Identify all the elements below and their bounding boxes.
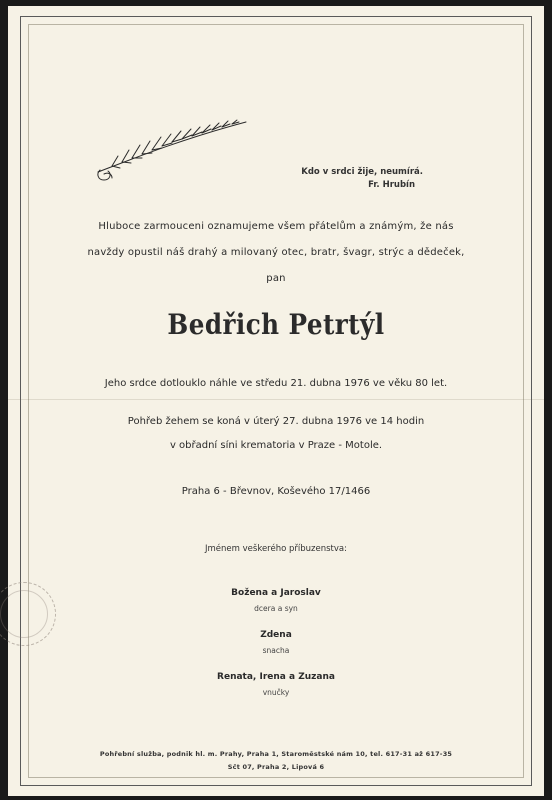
relative-role: dcera a syn bbox=[254, 604, 298, 613]
death-notice: Jeho srdce dotlouklo náhle ve středu 21. dubna 1976 ve věku 80 let. bbox=[104, 378, 448, 389]
footer bbox=[8, 748, 544, 774]
fold-crease bbox=[8, 399, 544, 400]
announcement bbox=[8, 214, 544, 292]
deceased-name: Bedřich Petrtýl bbox=[167, 308, 385, 341]
footer-line-1: Pohřební služba, podnik hl. m. Prahy, Praha 1, Staroměstské nám 10, tel. 617-31 až 617-35 bbox=[99, 750, 453, 758]
relative-role: snacha bbox=[262, 646, 290, 655]
relatives-intro: Jménem veškerého příbuzenstva: bbox=[205, 544, 347, 554]
obituary-sheet bbox=[8, 6, 544, 796]
relative-name: Zdena bbox=[260, 630, 292, 640]
announcement-line-1: Hluboce zarmouceni oznamujeme všem přátelům a známým, že nás bbox=[98, 221, 454, 232]
funeral-info bbox=[8, 410, 544, 458]
announcement-line-2: navždy opustil náš drahý a milovaný otec, bratr, švagr, strýc a dědeček, bbox=[87, 247, 465, 258]
footer-line-2: Sčt 07, Praha 2, Lipová 6 bbox=[227, 763, 325, 771]
announcement-line-3: pan bbox=[266, 273, 286, 284]
relative-name: Renata, Irena a Zuzana bbox=[217, 672, 335, 682]
motto-author: Fr. Hrubín bbox=[368, 180, 415, 190]
relative-name: Božena a Jaroslav bbox=[231, 588, 321, 598]
address: Praha 6 - Břevnov, Koševého 17/1466 bbox=[181, 486, 371, 497]
relative-role: vnučky bbox=[262, 688, 290, 697]
funeral-line-1: Pohřeb žehem se koná v úterý 27. dubna 1976 ve 14 hodin bbox=[127, 416, 425, 427]
motto bbox=[8, 166, 423, 192]
motto-quote: Kdo v srdci žije, neumírá. bbox=[301, 167, 423, 177]
funeral-line-2: v obřadní síni krematoria v Praze - Motole. bbox=[169, 440, 383, 451]
